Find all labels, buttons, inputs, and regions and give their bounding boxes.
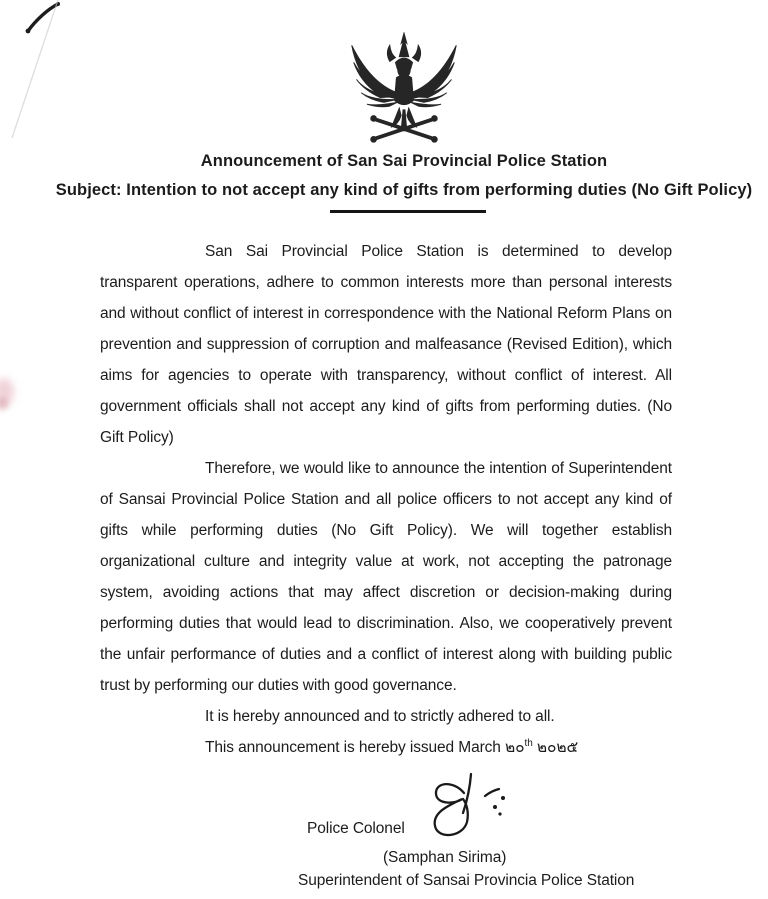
paragraph-1: San Sai Provincial Police Station is determined to develop transparent operations, adhere to common interests more than personal interests and without conflict of interest in correspondence with the National Reform Plans on prevention and suppression of corruption and malfeasance (Revised Edition), which aims for agencies to operate with transparency, without conflict of interest. All government officials shall not accept any kind of gifts from performing duties. (No Gift Policy) xyxy=(100,243,672,446)
page-title: Announcement of San Sai Provincial Police Station xyxy=(200,152,608,170)
issued-day-thai-numeral: ๒๐ xyxy=(505,739,525,756)
subject-line: Subject: Intention to not accept any kind of gifts from performing duties (No Gift Policy) xyxy=(55,181,753,199)
handwritten-signature-icon xyxy=(405,771,517,849)
issued-prefix: This announcement is hereby issued March xyxy=(205,739,506,756)
paragraph-2: Therefore, we would like to announce the intention of Superintendent of Sansai Provincial Police Station and all police officers to not accept any kind of gifts while performing duties (No Gift Policy). We will together establish organizational culture and integrity value at work, not accepting the patronage system, avoiding actions that may affect discretion or decision-making during performing duties that would lead to discrimination. Also, we cooperatively prevent the unfair performance of duties and a conflict of interest along with building public trust by performing our duties with good governance. xyxy=(100,460,672,694)
emblem-container xyxy=(30,32,768,151)
issued-ordinal: th xyxy=(524,737,533,749)
signer-name: (Samphan Sirima) xyxy=(383,849,507,866)
pen-stroke-mark xyxy=(22,0,72,36)
garuda-emblem-icon xyxy=(347,32,461,146)
signer-position: Superintendent of Sansai Provincia Police Station xyxy=(298,872,635,889)
issued-date-line xyxy=(205,732,672,763)
signature-block xyxy=(100,779,672,899)
document-body xyxy=(100,236,672,899)
heading-divider xyxy=(330,210,486,213)
signer-rank: Police Colonel xyxy=(307,820,405,837)
ink-smudge xyxy=(0,398,8,410)
closing-line: It is hereby announced and to strictly adhered to all. xyxy=(205,708,555,725)
issued-year-thai-numeral: ๒๐๒๕ xyxy=(532,739,579,756)
